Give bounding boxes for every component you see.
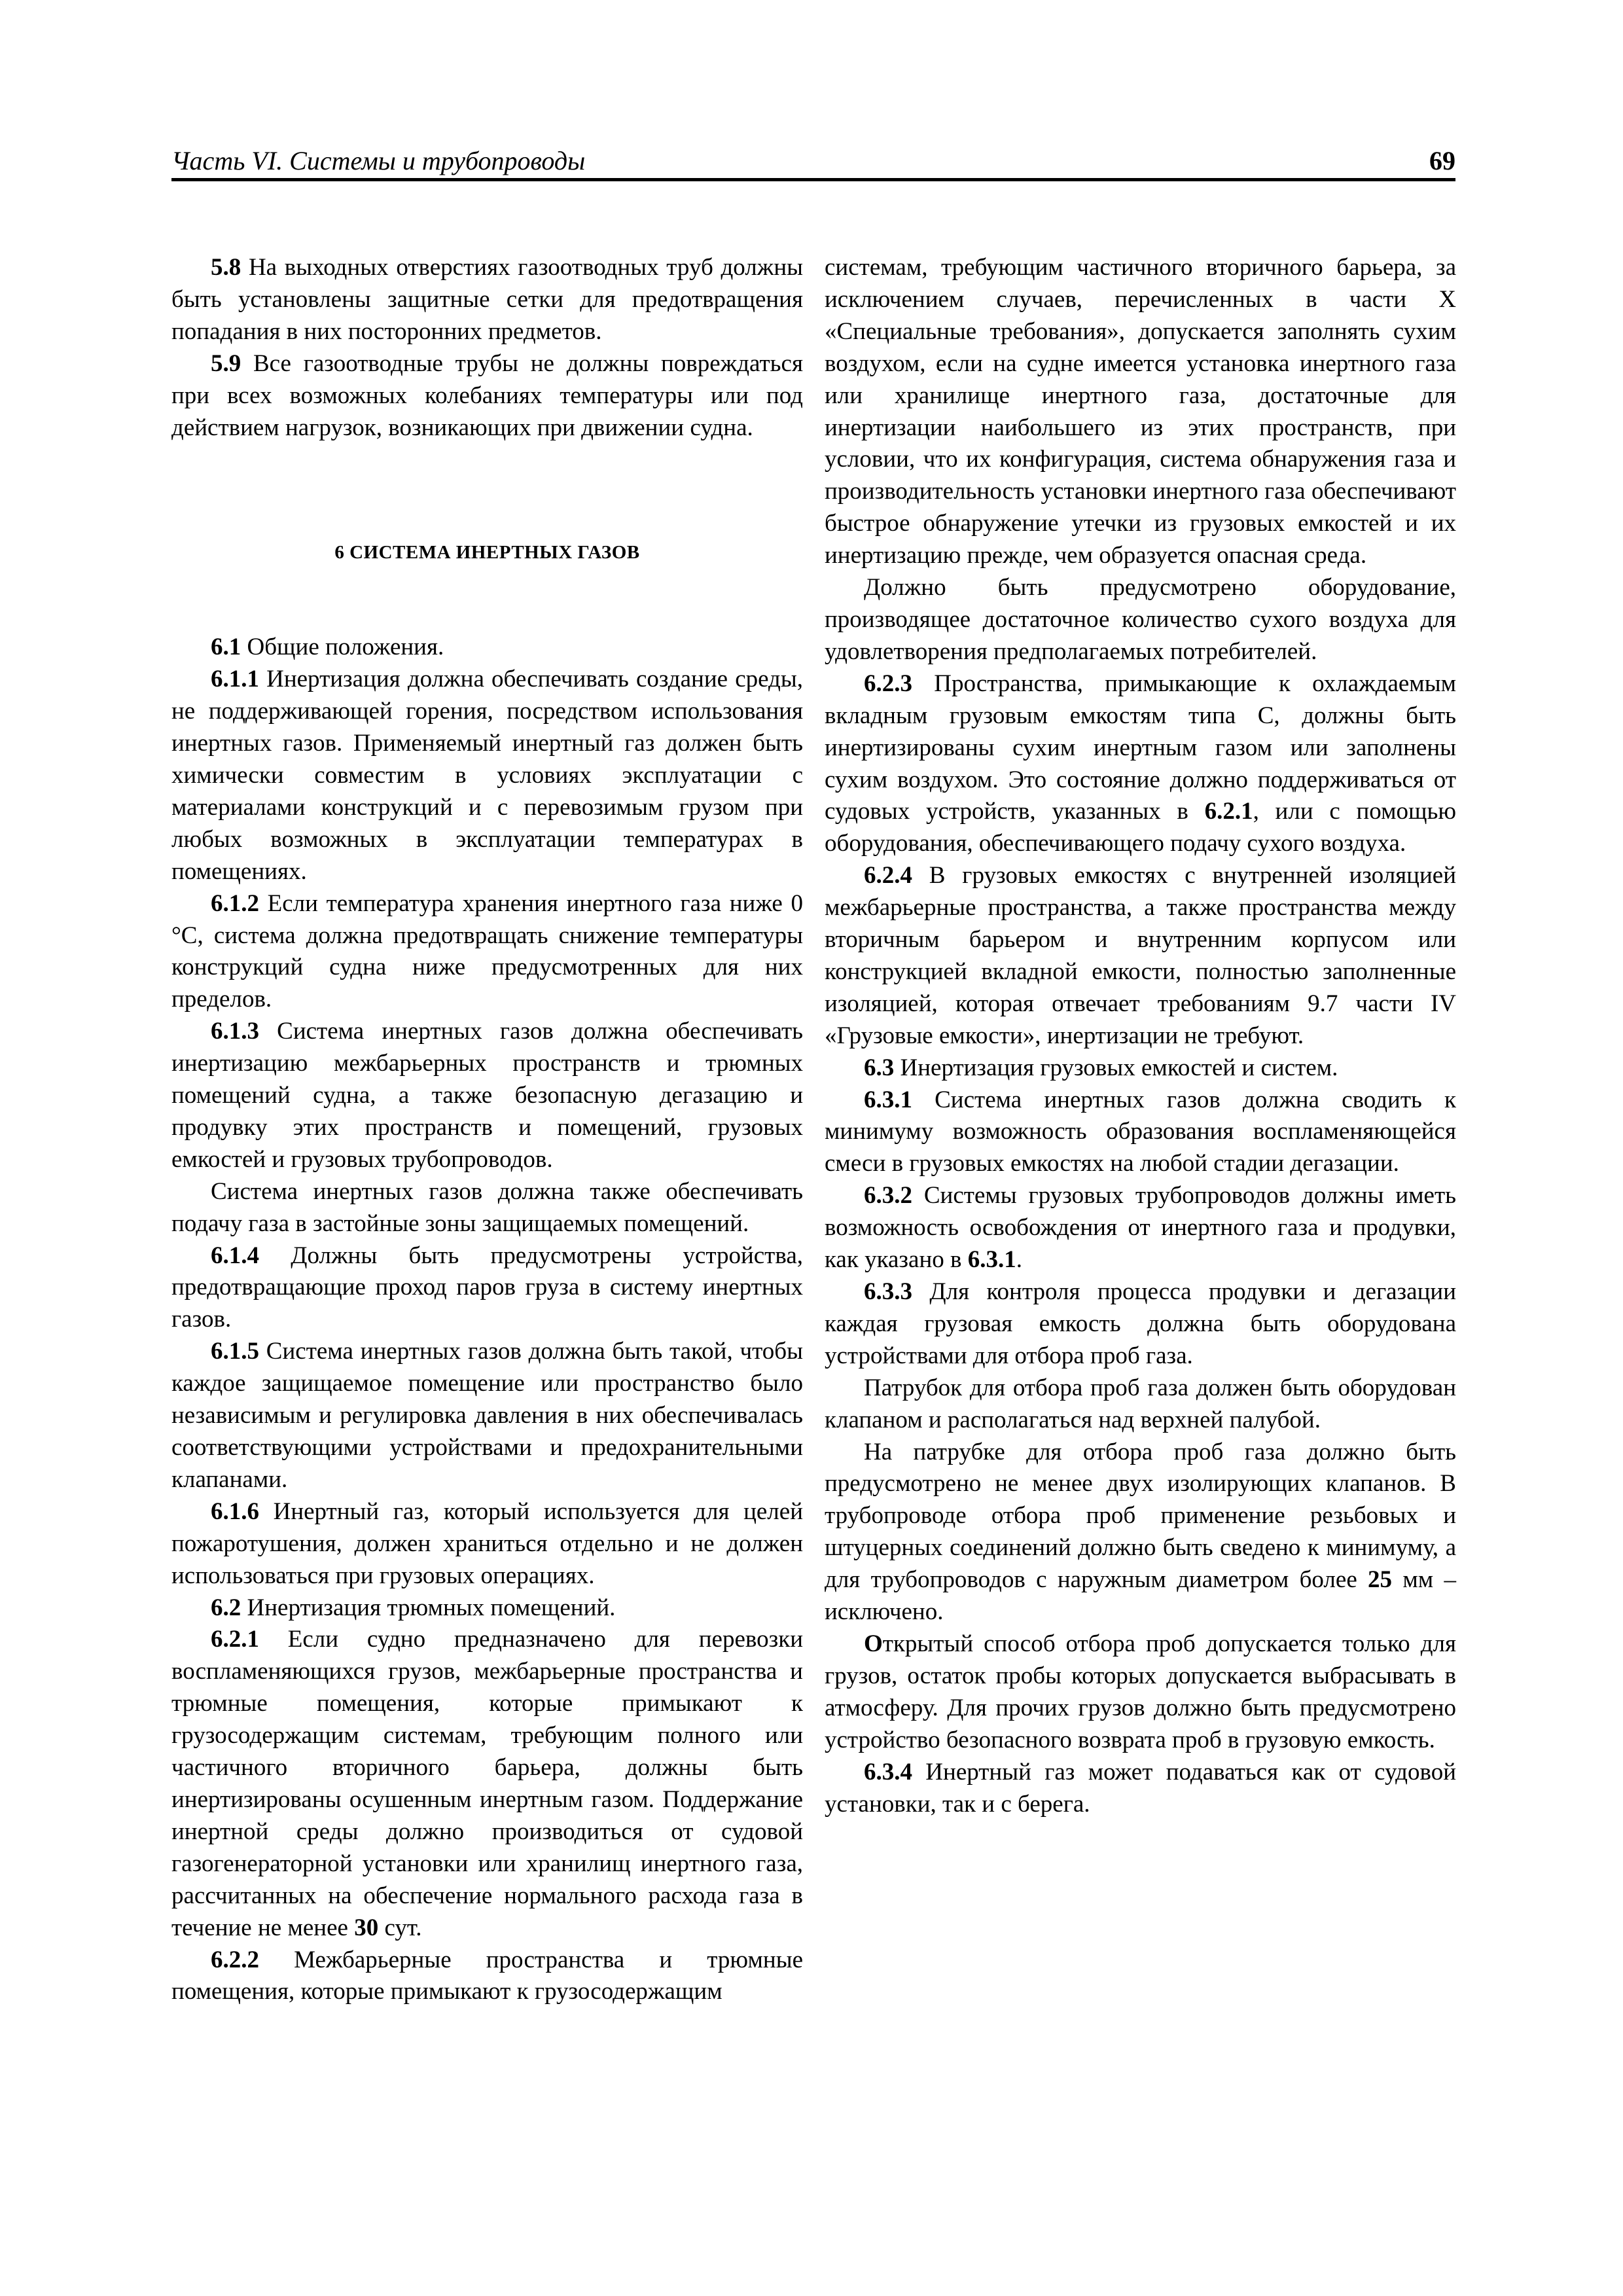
clause-number: 6.1.3 (211, 1018, 259, 1045)
paragraph-text: Системы грузовых трубопроводов должны иметь возможность освобождения от инертного газа и продувки, как указано в (825, 1182, 1456, 1274)
paragraph-6-3-3 (825, 1276, 1456, 1372)
subsection-title: Инертизация грузовых емкостей и систем. (894, 1054, 1338, 1081)
clause-number: 6.2.2 (211, 1946, 259, 1973)
paragraph-text: В грузовых емкостях с внутренней изоляцией межбарьерные пространства, а также пространства между вторичным барьером и внутренним корпусом или конструкцией вкладной емкости, полностью заполненные изоляцией, которая отвечает требованиям 9.7 части IV «Грузовые емкости», инертизации не требуют. (825, 862, 1456, 1049)
paragraph-text: Система инертных газов должна сводить к минимуму возможность образования воспламеняющейся смеси в грузовых емкостях на любой стадии дегазации. (825, 1086, 1456, 1177)
paragraph-text: Все газоотводные трубы не должны повреждаться при всех возможных колебаниях температуры или под действием нагрузок, возникающих при движении судна. (171, 350, 803, 441)
paragraph-equipment: Должно быть предусмотрено оборудование, производящее достаточное количество сухого воздуха для удовлетворения предполагаемых потребителей. (825, 574, 1456, 665)
paragraph-5-8 (171, 252, 803, 348)
emphasis-number: 25 (1368, 1566, 1393, 1594)
clause-number: 6.3.4 (864, 1758, 912, 1785)
paragraph-text: Если температура хранения инертного газа ниже 0 °C, система должна предотвращать снижение температуры конструкций судна ниже предусмотренных для них пределов. (171, 889, 803, 1013)
paragraph-6-2-3 (825, 668, 1456, 860)
running-title: Часть VI. Системы и трубопроводы (171, 146, 586, 175)
paragraph-6-2-2 (171, 1945, 803, 2009)
paragraph-6-1-5 (171, 1336, 803, 1496)
paragraph-6-3-1 (825, 1085, 1456, 1181)
paragraph-text: Инертизация должна обеспечивать создание среды, не поддерживающей горения, посредством использования инертных газов. Применяемый инертный газ должен быть химически совместим в условиях эксплуатации с материалами конструкций и с перевозимым грузом при любых возможных в эксплуатации температурах в помещениях. (171, 666, 803, 885)
clause-number: 6.1.6 (211, 1498, 259, 1525)
clause-number: 6.1 (211, 634, 241, 661)
clause-number: 6.1.1 (211, 666, 259, 693)
paragraph-6-1-1 (171, 664, 803, 888)
clause-number: 5.9 (211, 350, 241, 377)
paragraph-valves (825, 1437, 1456, 1628)
paragraph-6-1-4 (171, 1240, 803, 1336)
paragraph-text: Если судно предназначено для перевозки воспламеняющихся грузов, межбарьерные пространства и трюмные помещения, которые примыкают к грузосодержащим системам, требующим полного или частичного вторичного барьера, должны быть инертизированы осушенным инертным газом. Поддержание инертной среды должно производиться от судовой газогенераторной установки или хранилищ инертного газа, рассчитанных на обеспечение нормального расхода газа в течение не менее (171, 1626, 803, 1941)
left-column (171, 252, 803, 2008)
paragraph-text: Должны быть предусмотрены устройства, предотвращающие проход паров груза в систему инертных газов. (171, 1242, 803, 1333)
paragraph-6-1-2 (171, 888, 803, 1016)
clause-number: 6.3 (864, 1054, 895, 1081)
paragraph-text: ткрытый способ отбора проб допускается только для грузов, остаток пробы которых допускается выбрасывать в атмосферу. Для прочих грузов должно быть предусмотрено устройство безопасного возврата проб в грузовую емкость. (825, 1630, 1456, 1753)
paragraph-text: Для контроля процесса продувки и дегазации каждая грузовая емкость должна быть оборудована устройствами для отбора проб газа. (825, 1278, 1456, 1369)
paragraph-6-1-3 (171, 1016, 803, 1176)
subsection-title: Инертизация трюмных помещений. (241, 1594, 616, 1621)
paragraph-text: Инертный газ, который используется для целей пожаротушения, должен храниться отдельно и не должен использоваться при грузовых операциях. (171, 1498, 803, 1589)
paragraph-text: На выходных отверстиях газоотводных труб должны быть установлены защитные сетки для предотвращения попадания в них посторонних предметов. (171, 254, 803, 345)
clause-number: 6.2.3 (864, 670, 912, 697)
paragraph-6-1-6 (171, 1496, 803, 1592)
paragraph-text: Пространства, примыкающие к охлаждаемым вкладным грузовым емкостям типа С, должны быть инертизированы сухим инертным газом или заполнены сухим воздухом. Это состояние должно поддерживаться от судовых устройств, указанных в (825, 670, 1456, 825)
clause-number: 6.3.1 (864, 1086, 912, 1113)
page-header (171, 145, 1455, 181)
bold-initial: О (864, 1630, 883, 1657)
paragraph-text: На патрубке для отбора проб газа должно быть предусмотрено не менее двух изолирующих клапанов. В трубопроводе отбора проб применение резьбовых и штуцерных соединений должно быть сведено к минимуму, а для трубопроводов с наружным диаметром более (825, 1438, 1456, 1594)
clause-number: 6.3.3 (864, 1278, 912, 1305)
paragraph-text: сут. (378, 1914, 422, 1941)
paragraph-6-3-4 (825, 1757, 1456, 1821)
paragraph-text: , или с помощью оборудования, обеспечивающего подачу сухого воздуха. (825, 798, 1456, 857)
cross-reference: 6.2.1 (1204, 798, 1253, 825)
clause-number: 6.1.4 (211, 1242, 259, 1269)
paragraph-nozzle: Патрубок для отбора проб газа должен быть оборудован клапаном и располагаться над верхней палубой. (825, 1374, 1456, 1433)
clause-number: 6.2.4 (864, 862, 912, 889)
clause-number: 6.3.2 (864, 1182, 912, 1210)
clause-number: 5.8 (211, 254, 241, 281)
page-number: 69 (1429, 146, 1455, 175)
paragraph-6-2-4 (825, 860, 1456, 1052)
clause-number: 6.2 (211, 1594, 241, 1621)
section-heading: 6 СИСТЕМА ИНЕРТНЫХ ГАЗОВ (334, 542, 640, 564)
paragraph-text: Система инертных газов должна обеспечивать инертизацию межбарьерных пространств и трюмных помещений судна, а также безопасную дегазацию и продувку этих пространств и помещений, грузовых емкостей и грузовых трубопроводов. (171, 1018, 803, 1173)
paragraph-6-3-2 (825, 1180, 1456, 1276)
clause-number: 6.1.2 (211, 889, 259, 917)
paragraph-6-2-2-continued: системам, требующим частичного вторичного барьера, за исключением случаев, перечисленных в части X «Специальные требования», допускается заполнять сухим воздухом, если на судне имеется установка инертного газа или хранилище инертного газа, достаточные для инертизации наибольшего из этих пространств, при условии, что их конфигурация, система обнаружения газа и производительность установки инертного газа обеспечивают быстрое обнаружение утечки из грузовых емкостей и их инертизацию прежде, чем образуется опасная среда. (825, 254, 1456, 569)
paragraph-6-3 (825, 1052, 1456, 1085)
paragraph-6-2-1 (171, 1624, 803, 1944)
paragraph-text: Межбарьерные пространства и трюмные помещения, которые примыкают к грузосодержащим (171, 1946, 803, 2005)
paragraph-text: . (1016, 1246, 1022, 1274)
paragraph-text: Система инертных газов должна быть такой, чтобы каждое защищаемое помещение или пространство было независимым и регулировка давления в них обеспечивалась соответствующими устройствами и предохранительными клапанами. (171, 1338, 803, 1493)
emphasis-number: 30 (354, 1914, 379, 1941)
cross-reference: 6.3.1 (967, 1246, 1016, 1274)
paragraph-6-1-3-continued: Система инертных газов должна также обеспечивать подачу газа в застойные зоны защищаемых помещений. (171, 1177, 803, 1237)
paragraph-text: Инертный газ может подаваться как от судовой установки, так и с берега. (825, 1758, 1456, 1818)
right-column (825, 252, 1456, 1820)
paragraph-6-1 (171, 632, 803, 664)
paragraph-5-9 (171, 348, 803, 444)
paragraph-6-2 (171, 1592, 803, 1624)
clause-number: 6.1.5 (211, 1338, 259, 1365)
subsection-title: Общие положения. (241, 634, 444, 661)
paragraph-text: мм – исключено. (825, 1566, 1456, 1626)
clause-number: 6.2.1 (211, 1626, 259, 1653)
paragraph-open-sampling (825, 1628, 1456, 1757)
